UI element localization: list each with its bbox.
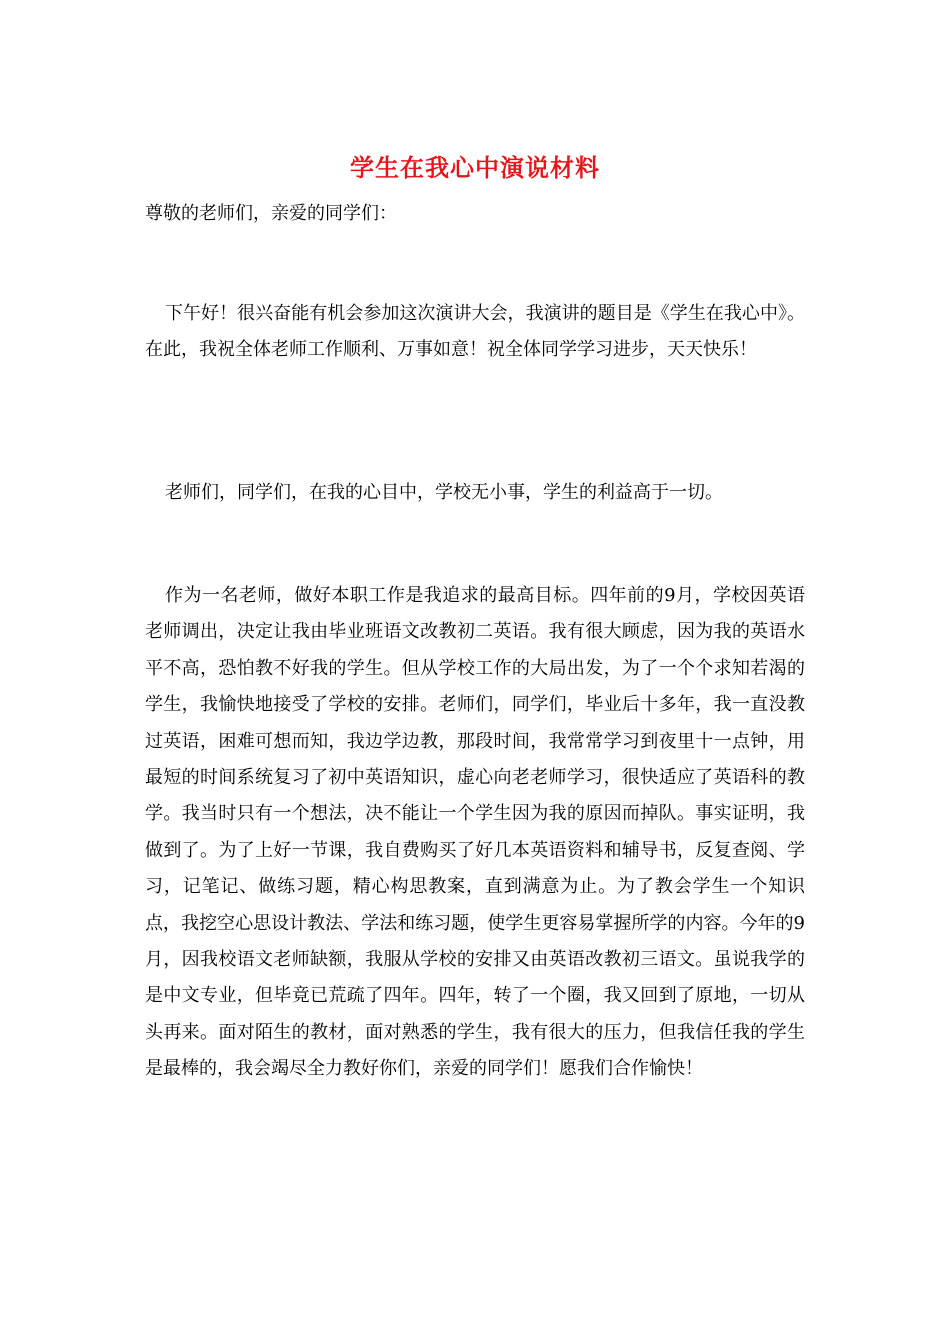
salutation: 尊敬的老师们，亲爱的同学们： [145,203,397,224]
paragraph-greeting: 下午好！很兴奋能有机会参加这次演讲大会，我演讲的题目是《学生在我心中》。在此，我祝全体老师工作顺利、万事如意！祝全体同学学习进步，天天快乐！ [145,303,805,361]
paragraph-thesis: 老师们，同学们，在我的心目中，学校无小事，学生的利益高于一切。 [165,482,723,503]
document-title: 学生在我心中演说材料 [350,153,600,182]
paragraph-story: 作为一名老师，做好本职工作是我追求的最高目标。四年前的9月，学校因英语老师调出，决定让我由毕业班语文改教初二英语。我有很大顾虑，因为我的英语水平不高，恐怕教不好我的学生。但从学校工作的大局出发，为了一个个求知若渴的学生，我愉快地接受了学校的安排。老师们，同学们，毕业后十多年，我一直没教过英语，困难可想而知，我边学边教，那段时间，我常常学习到夜里十一点钟，用最短的时间系统复习了初中英语知识，虚心向老老师学习，很快适应了英语科的教学。我当时只有一个想法，决不能让一个学生因为我的原因而掉队。事实证明，我做到了。为了上好一节课，我自费购买了好几本英语资料和辅导书，反复查阅、学习，记笔记、做练习题，精心构思教案，直到满意为止。为了教会学生一个知识点，我挖空心思设计教法、学法和练习题，使学生更容易掌握所学的内容。今年的9月，因我校语文老师缺额，我服从学校的安排又由英语改教初三语文。虽说我学的是中文专业，但毕竟已荒疏了四年。四年，转了一个圈，我又回到了原地，一切从头再来。面对陌生的教材，面对熟悉的学生，我有很大的压力，但我信任我的学生是最棒的，我会竭尽全力教好你们，亲爱的同学们！愿我们合作愉快！ [145,585,805,1080]
